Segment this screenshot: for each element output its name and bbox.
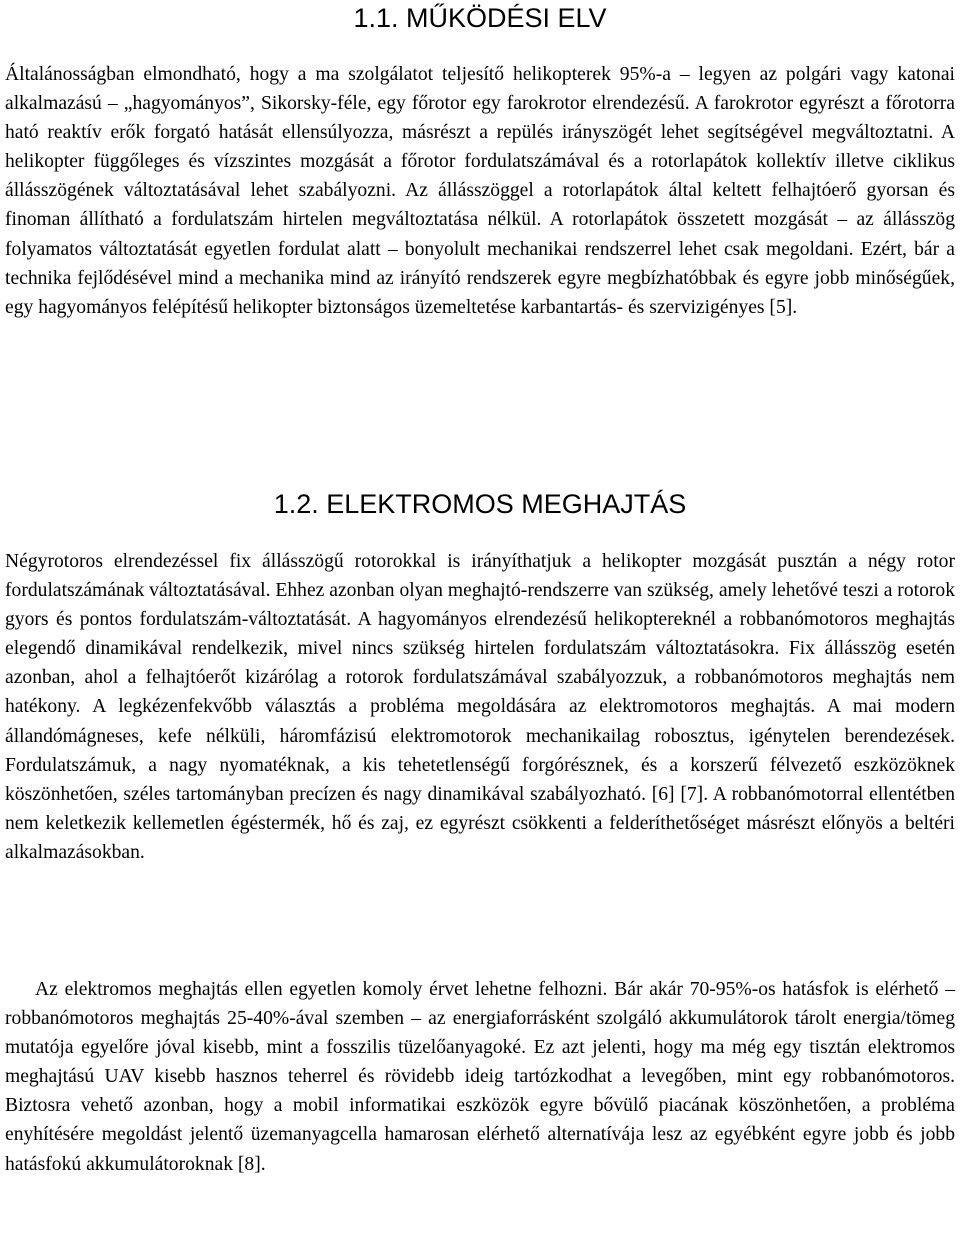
electric-drive-paragraph-2: Az elektromos meghajtás ellen egyetlen komoly érvet lehetne felhozni. Bár akár 70-95%-os hatásfok is elérhető – robbanómotoros meghajtás 25-40%-ával szemben – az energiaforrásként szolgáló akkumulátorok tárolt energia/tömeg mutatója egyelőre jóval kisebb, mint a fosszilis tüzelőanyagoké. Ez azt jelenti, hogy ma még egy tisztán elektromos meghajtású UAV kisebb hasznos teherrel és rövidebb ideig tartózkodhat a levegőben, mint egy robbanómotoros. Biztosra vehető azonban, hogy a mobil informatikai eszközök egyre bővülő piacának köszönhetően, a probléma enyhítésére megoldást jelentő üzemanyagcella hamarosan elérhető alternatívája lesz az egyébként egyre jobb és jobb hatásfokú akkumulátoroknak [8]. xyxy=(5,979,955,1175)
working-principle-paragraph: Általánosságban elmondható, hogy a ma szolgálatot teljesítő helikopterek 95%-a – legyen az polgári vagy katonai alkalmazású – „hagyományos”, Sikorsky-féle, egy főrotor egy farokrotor elrendezésű. A farokrotor egyrészt a főrotorra ható reaktív erők forgató hatását ellensúlyozza, másrészt a repülés irányszögét lehet segítségével megváltoztatni. A helikopter függőleges és vízszintes mozgását a főrotor fordulatszámával és a rotorlapátok kollektív illetve ciklikus állásszögének változtatásával lehet szabályozni. Az állásszöggel a rotorlapátok által keltett felhajtóerő gyorsan és finoman állítható a fordulatszám hirtelen megváltoztatása nélkül. A rotorlapátok összetett mozgását – az állásszög folyamatos változtatását egyetlen fordulat alatt – bonyolult mechanikai rendszerrel lehet csak megoldani. Ezért, bár a technika fejlődésével mind a mechanika mind az irányító rendszerek egyre megbízhatóbbak és egyre jobb minőségűek, egy hagyományos felépítésű helikopter biztonságos üzemeltetése karbantartás- és szervizigényes [5]. xyxy=(5,64,955,318)
section-heading-electric-drive: 1.2. ELEKTROMOS MEGHAJTÁS xyxy=(273,489,687,519)
electric-drive-paragraph-1: Négyrotoros elrendezéssel fix állásszögű rotorokkal is irányíthatjuk a helikopter mozgását pusztán a négy rotor fordulatszámának változtatásával. Ehhez azonban olyan meghajtó-rendszerre van szükség, amely lehetővé teszi a rotorok gyors és pontos fordulatszám-változtatását. A hagyományos elrendezésű helikoptereknél a robbanómotoros meghajtás elegendő dinamikával rendelkezik, mivel nincs szükség hirtelen fordulatszám változtatásokra. Fix állásszög esetén azonban, ahol a felhajtóerőt kizárólag a rotorok fordulatszámával szabályozzuk, a robbanómotoros meghajtás nem hatékony. A legkézenfekvőbb választás a probléma megoldására az elektromotoros meghajtás. A mai modern állandómágneses, kefe nélküli, háromfázisú elektromotorok mechanikailag robosztus, igénytelen berendezések. Fordulatszámuk, a nagy nyomatéknak, a kis tehetetlenségű forgórésznek, és a korszerű félvezető eszközöknek köszönhetően, széles tartományban precízen és nagy dinamikával szabályozható. [6] [7]. A robbanómotorral ellentétben nem keletkezik kellemetlen égéstermék, hő és zaj, ez egyrészt csökkenti a felderíthetőséget másrészt előnyös a beltéri alkalmazásokban. xyxy=(5,551,955,863)
section-heading-working-principle: 1.1. MŰKÖDÉSI ELV xyxy=(353,3,607,33)
